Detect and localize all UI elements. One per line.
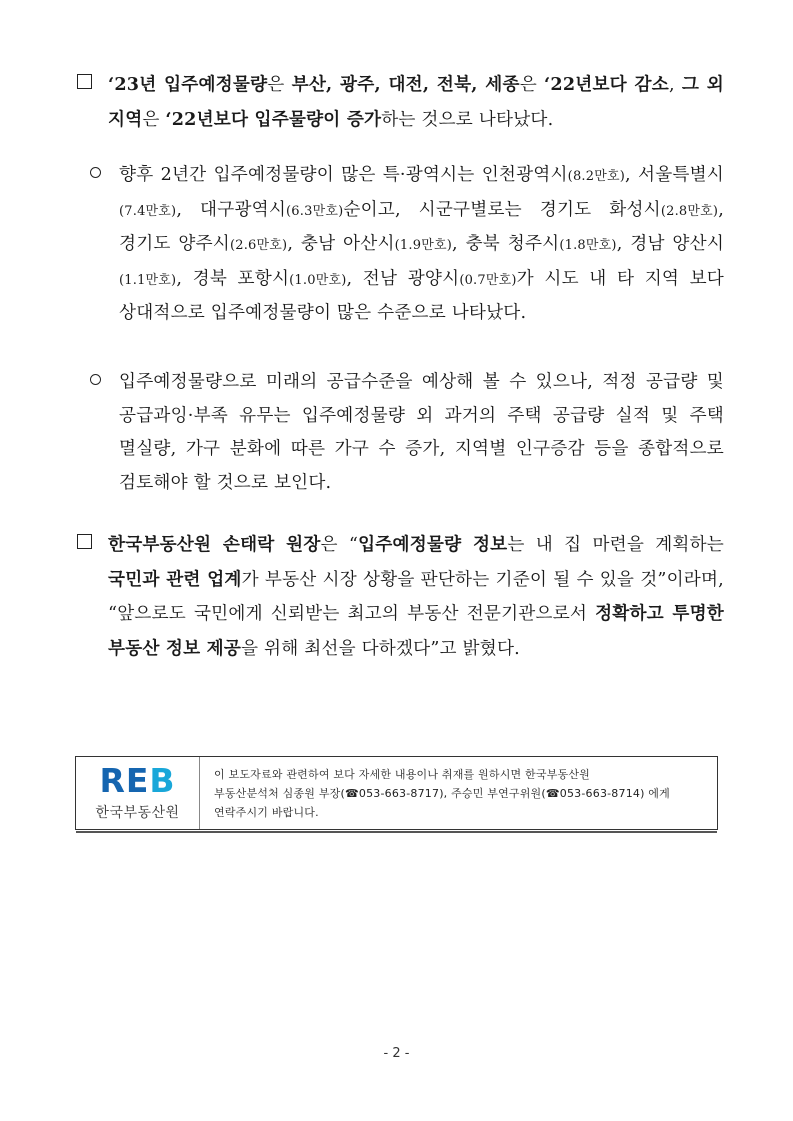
figure-text-run: (1.0만호)	[289, 272, 347, 288]
paragraph-supply-review	[119, 366, 724, 500]
section-top-regions	[90, 159, 724, 331]
text-run: , 대구광역시	[176, 199, 287, 220]
figure-text-run: (1.1만호)	[119, 272, 177, 288]
text-run: , 경북 포항시	[176, 268, 290, 289]
text-run: , 충북 청주시	[452, 234, 560, 255]
figure-text-run: (7.4만호)	[119, 203, 177, 219]
text-run: 향후 2년간 입주예정물량이 많은 특·광역시는 인천광역시	[119, 165, 568, 185]
contact-line-1: 이 보도자료와 관련하여 보다 자세한 내용이나 취재를 원하시면 한국부동산원	[214, 768, 591, 781]
figure-text-run: (1.8만호)	[559, 238, 617, 254]
text-run: 은	[142, 109, 166, 130]
paragraph-top-regions	[119, 159, 724, 331]
text-run: ,	[668, 75, 682, 95]
figure-text-run: (0.7만호)	[459, 272, 517, 288]
logo-org-name: 한국부동산원	[95, 805, 180, 821]
contact-info-box	[75, 756, 718, 830]
text-run: 은	[267, 75, 292, 95]
text-run: , 전남 광양시	[346, 268, 460, 289]
text-run: 입주예정물량으로 미래의 공급수준을 예상해 볼 수 있으나, 적정 공급량 및 공급과잉·부족 유무는 입주예정물량 외 과거의 주택 공급량 실적 및 주택 멸실량, 가구 분화에 따른 가구 수 증가, 지역별 인구증감 등을 종합적으로 검토해야 할 것으로 보인다.	[119, 372, 724, 493]
bold-text-run: 입주예정물량 정보	[358, 534, 508, 555]
text-run: 가 부동산 시장 상황을 판단하는 기준이 될 수 있을 것”이라며, “앞으로도 국민에게 신뢰받는 최고의 부동산 전문기관으로서	[108, 569, 724, 625]
section-supply-change	[77, 68, 724, 137]
text-run: , 서울특별시	[625, 165, 724, 185]
figure-text-run: (2.6만호)	[229, 238, 288, 254]
circle-bullet-icon	[90, 167, 101, 178]
bold-text-run: 국민과 관련 업계	[108, 568, 242, 590]
square-bullet-icon	[77, 534, 92, 549]
reb-logo-mark: REB	[99, 761, 176, 800]
text-run: 순이고, 시군구별로는 경기도 화성시	[343, 199, 661, 220]
contact-text	[200, 757, 717, 829]
figure-text-run: (2.8만호)	[660, 203, 719, 219]
contact-line-3: 연락주시기 바랍니다.	[214, 806, 319, 819]
bold-text-run: 부산, 광주, 대전, 전북, 세종	[291, 74, 520, 95]
square-bullet-icon	[77, 74, 92, 89]
text-run: 은	[519, 75, 545, 95]
bold-text-run: 그 외 지역	[108, 74, 724, 130]
page-number: - 2 -	[383, 1046, 410, 1061]
paragraph-supply-change	[108, 68, 724, 137]
contact-line-2: 부동산분석처 심종원 부장(☎053-663-8717), 주승민 부연구위원(☎053-663-8714) 에게	[214, 787, 670, 800]
figure-text-run: (8.2만호)	[567, 169, 626, 184]
text-run: , 충남 아산시	[287, 234, 395, 255]
figure-text-run: (1.9만호)	[394, 238, 452, 254]
circle-bullet-icon	[90, 374, 101, 385]
bold-text-run: ‘22년보다 감소	[544, 74, 669, 95]
figure-text-run: (6.3만호)	[286, 203, 344, 219]
bold-text-run: 한국부동산원 손태락 원장	[108, 534, 321, 555]
paragraph-director-quote	[108, 528, 724, 666]
text-run: 을 위해 최선을 다하겠다”고 밝혔다.	[241, 638, 520, 659]
bold-text-run: ‘23년 입주예정물량	[108, 74, 268, 95]
text-run: 은 “	[320, 535, 359, 555]
reb-logo	[76, 757, 200, 829]
section-director-quote	[77, 528, 724, 666]
text-run: , 경남 양산시	[616, 234, 725, 255]
text-run: , 경기도 양주시	[119, 199, 724, 255]
text-run: 하는 것으로 나타났다.	[381, 109, 554, 130]
section-supply-review	[90, 366, 724, 500]
bold-text-run: ‘22년보다 입주물량이 증가	[165, 108, 382, 130]
text-run: 가 시도 내 타 지역 보다 상대적으로 입주예정물량이 많은 수준으로 나타났다.	[119, 268, 724, 324]
bold-text-run: 정확하고 투명한 부동산 정보 제공	[108, 603, 724, 659]
text-run: 는 내 집 마련을 계획하는	[507, 535, 724, 555]
